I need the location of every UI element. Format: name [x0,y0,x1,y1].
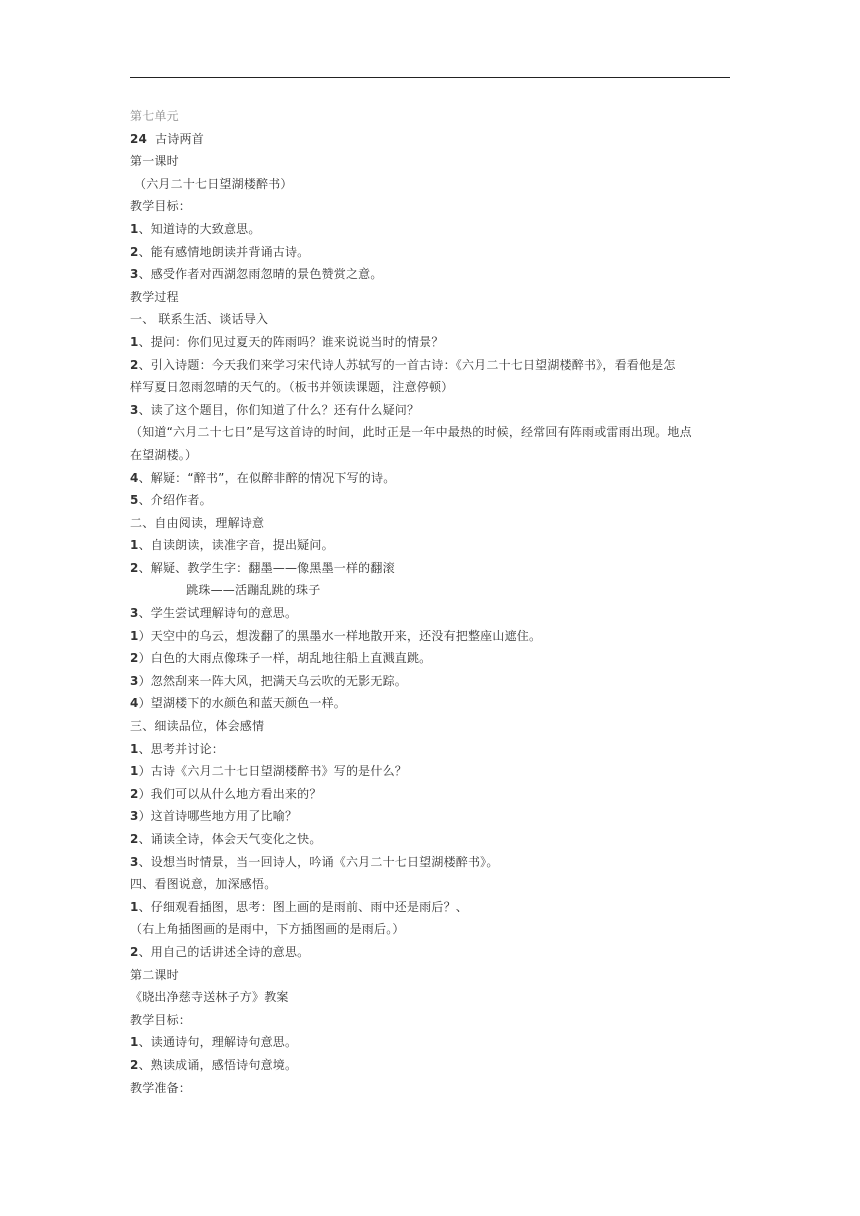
text-line: 24 古诗两首 [130,131,204,146]
text-line: 2、用自己的话讲述全诗的意思。 [130,944,310,959]
text-line: 2、能有感情地朗读并背诵古诗。 [130,244,310,259]
text-line: 2、引入诗题：今天我们来学习宋代诗人苏轼写的一首古诗：《六月二十七日望湖楼醉书》，看看他是怎 [130,357,676,372]
text-line: 跳珠——活蹦乱跳的珠子 [130,583,321,598]
text-line: 3、感受作者对西湖忽雨忽晴的景色赞赏之意。 [130,267,383,282]
text-line: 1）天空中的乌云，想泼翻了的黑墨水一样地散开来，还没有把整座山遮住。 [130,628,542,643]
text-line: 2、诵读全诗，体会天气变化之快。 [130,832,322,846]
text-line: 3）忽然刮来一阵大风，把满天乌云吹的无影无踪。 [130,673,407,688]
text-line: 教学准备： [130,1080,192,1095]
text-line: 5、介绍作者。 [130,493,212,508]
text-line: 教学目标： [130,199,192,214]
text-line: 四、看图说意，加深感悟。 [130,877,277,892]
text-line: 2）白色的大雨点像珠子一样，胡乱地往船上直溅直跳。 [130,651,432,666]
text-line: 3、学生尝试理解诗句的意思。 [130,606,298,621]
text-line: 1、读通诗句，理解诗句意思。 [130,1035,298,1050]
text-line: （六月二十七日望湖楼醉书） [130,176,293,191]
text-line: 1、提问：你们见过夏天的阵雨吗？谁来说说当时的情景？ [130,334,444,349]
text-line: 教学过程 [130,289,179,304]
text-line: 3、读了这个题目，你们知道了什么？还有什么疑问？ [130,402,420,417]
text-line: 第七单元 [130,109,179,123]
text-line: 1、自读朗读，读准字音，提出疑问。 [130,538,334,553]
text-line: 4、解疑：“醉书”，在似醉非醉的情况下写的诗。 [130,470,396,485]
text-line: 第一课时 [130,154,179,169]
text-line: 教学目标： [130,1012,192,1027]
text-line: 2、熟读成诵，感悟诗句意境。 [130,1057,298,1072]
text-line: 第二课时 [130,967,179,982]
text-line: 3、设想当时情景，当一回诗人，吟诵《六月二十七日望湖楼醉书》。 [130,854,499,869]
text-line: 3）这首诗哪些地方用了比喻？ [130,809,298,824]
text-line: 《晓出净慈寺送林子方》教案 [130,990,289,1005]
text-line: 三、细读品位，体会感情 [130,719,265,734]
text-line: 4）望湖楼下的水颜色和蓝天颜色一样。 [130,696,346,711]
text-line: （知道“六月二十七日”是写这首诗的时间，此时正是一年中最热的时候，经常回有阵雨或雷雨出现。地点 [130,425,692,440]
text-line: 一、 联系生活、谈话导入 [130,312,269,327]
header-rule [130,77,730,78]
text-line: 样写夏日忽雨忽晴的天气的。（板书并领读课题，注意停顿） [130,380,454,395]
text-line: 2）我们可以从什么地方看出来的？ [130,786,322,801]
text-line: 1、思考并讨论： [130,741,224,756]
text-line: 二、自由阅读，理解诗意 [130,515,265,530]
text-line: 1、仔细观看插图，思考：图上画的是雨前、雨中还是雨后？、 [130,899,468,914]
text-line: 1、知道诗的大致意思。 [130,221,261,236]
text-line: 2、解疑、教学生字：翻墨——像黑墨一样的翻滚 [130,560,395,575]
text-line: 在望湖楼。） [130,447,198,462]
text-line: （右上角插图画的是雨中，下方插图画的是雨后。） [130,922,405,937]
text-line: 1）古诗《六月二十七日望湖楼醉书》写的是什么？ [130,764,407,779]
lesson-plan-text [130,105,730,1099]
